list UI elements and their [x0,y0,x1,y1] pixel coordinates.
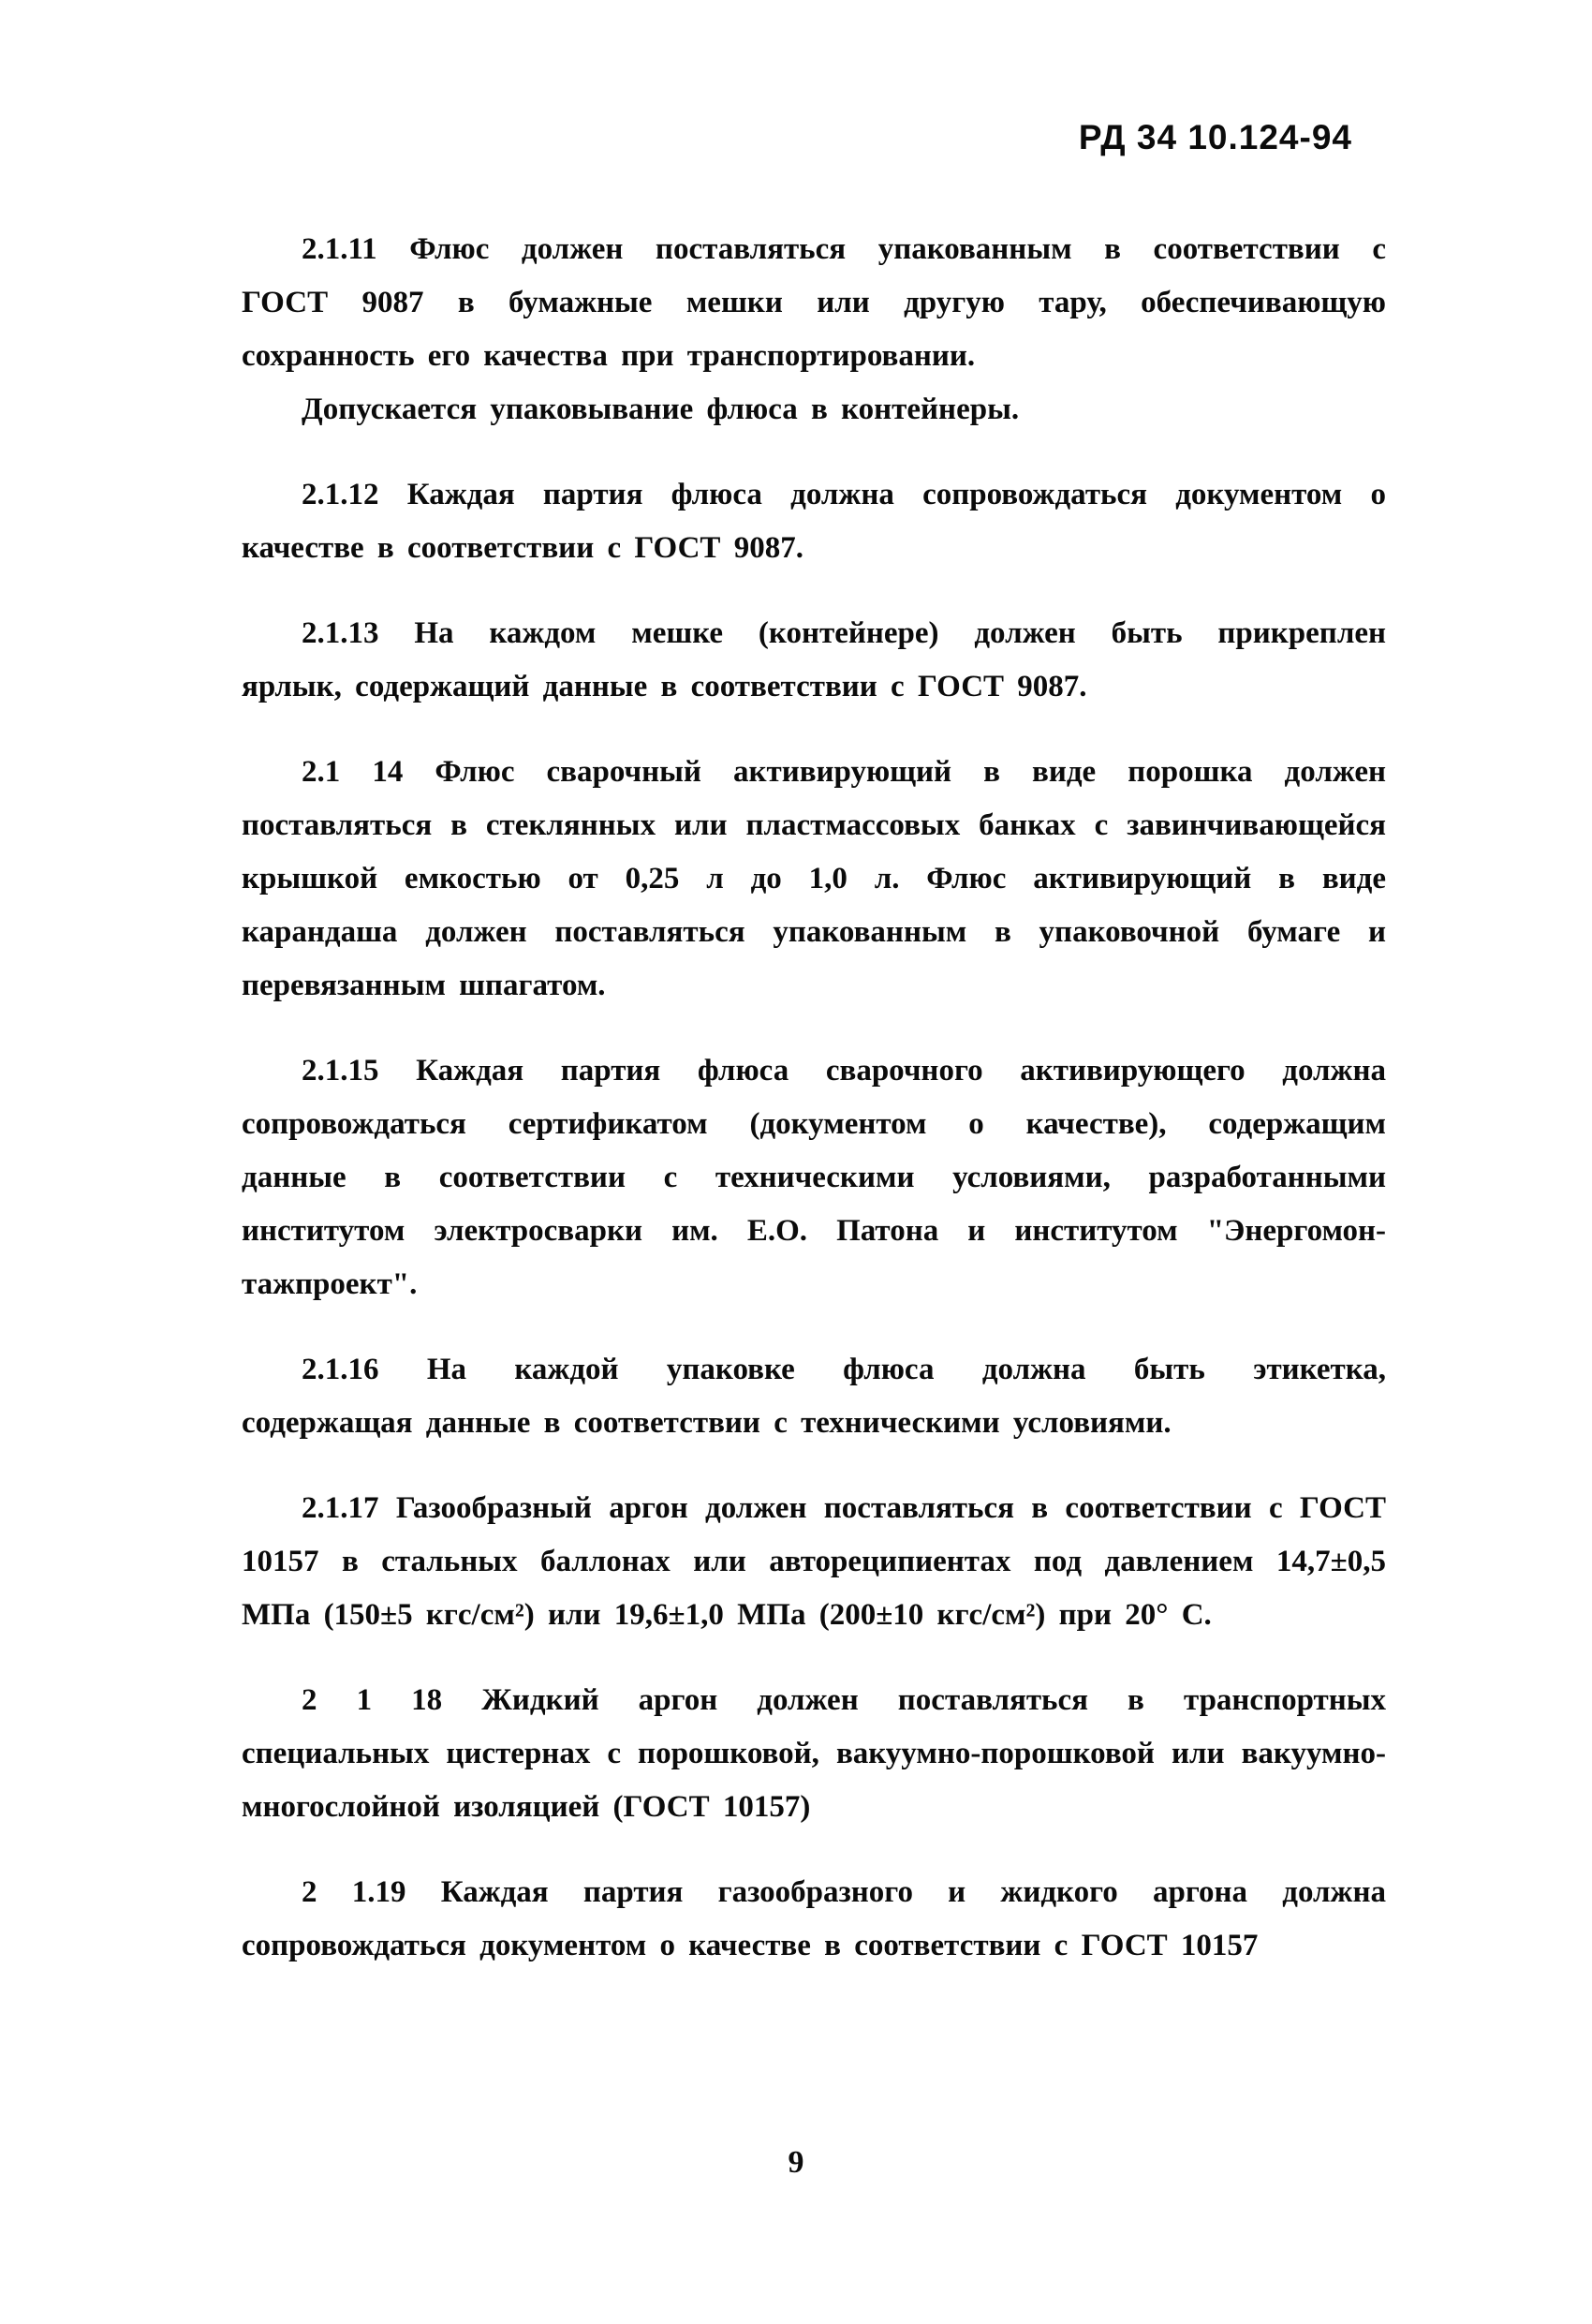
text-line: сохранность его качества при транспортировании. [242,339,976,373]
text-line: 2.1.17 Газообразный аргон должен поставляться в соответствии с ГОСТ [302,1491,1386,1525]
text-line: ярлык, содержащий данные в соответствии с ГОСТ 9087. [242,670,1087,703]
text-line: 2 1.19 Каждая партия газообразного и жидкого аргона должна [302,1875,1386,1909]
paragraph-2.1.12 [242,468,1386,575]
text-line: сопровождаться документом о качестве в соответствии с ГОСТ 10157 [242,1929,1259,1962]
paragraph-2.1.13 [242,607,1386,714]
text-line: сопровождаться сертификатом (документом о качестве), содержащим [242,1107,1386,1141]
text-line: данные в соответствии с техническими условиями, разработанными [242,1161,1386,1194]
text-line: ГОСТ 9087 в бумажные мешки или другую тару, обеспечивающую [242,286,1386,319]
text-line: институтом электросварки им. Е.О. Патона и институтом "Энергомон- [242,1214,1386,1248]
text-line: 2.1.12 Каждая партия флюса должна сопровождаться документом о [302,478,1386,511]
paragraph-2.1.17 [242,1482,1386,1642]
text-line: 2.1.15 Каждая партия флюса сварочного активирующего должна [302,1054,1386,1088]
paragraph-2.1.11 [242,223,1386,383]
text-line: Допускается упаковывание флюса в контейнеры. [302,392,1020,426]
text-line: 2.1 14 Флюс сварочный активирующий в виде порошка должен [302,755,1386,789]
document-body [242,223,1386,1973]
text-line: качестве в соответствии с ГОСТ 9087. [242,531,803,565]
text-line: перевязанным шпагатом. [242,969,606,1002]
paragraph-2.1.16 [242,1343,1386,1450]
paragraph-2.1.14 [242,746,1386,1013]
text-line: 10157 в стальных баллонах или автореципиентах под давлением 14,7±0,5 [242,1545,1386,1578]
text-line: 2 1 18 Жидкий аргон должен поставляться в транспортных [302,1683,1386,1717]
text-line: МПа (150±5 кгс/см²) или 19,6±1,0 МПа (200±10 кгс/см²) при 20° С. [242,1598,1212,1632]
text-line: содержащая данные в соответствии с техническими условиями. [242,1406,1172,1440]
text-line: карандаша должен поставляться упакованным в упаковочной бумаге и [242,915,1386,949]
paragraph-2.1.11-note [242,383,1386,437]
text-line: тажпроект". [242,1267,418,1301]
text-line: крышкой емкостью от 0,25 л до 1,0 л. Флюс активирующий в виде [242,862,1386,896]
text-line: 2.1.11 Флюс должен поставляться упакованным в соответствии с [302,232,1386,266]
text-line: 2.1.16 На каждой упаковке флюса должна быть этикетка, [302,1353,1386,1386]
text-line: 2.1.13 На каждом мешке (контейнере) должен быть прикреплен [302,616,1386,650]
page-number: 9 [788,2145,804,2180]
paragraph-2.1.19 [242,1866,1386,1973]
text-line: поставляться в стеклянных или пластмассовых банках с завинчивающейся [242,808,1386,842]
document-code: РД 34 10.124-94 [1078,118,1352,156]
paragraph-2.1.15 [242,1044,1386,1311]
text-line: специальных цистернах с порошковой, вакуумно-порошковой или вакуумно- [242,1737,1386,1770]
text-line: многослойной изоляцией (ГОСТ 10157) [242,1790,811,1824]
paragraph-2.1.18 [242,1674,1386,1834]
